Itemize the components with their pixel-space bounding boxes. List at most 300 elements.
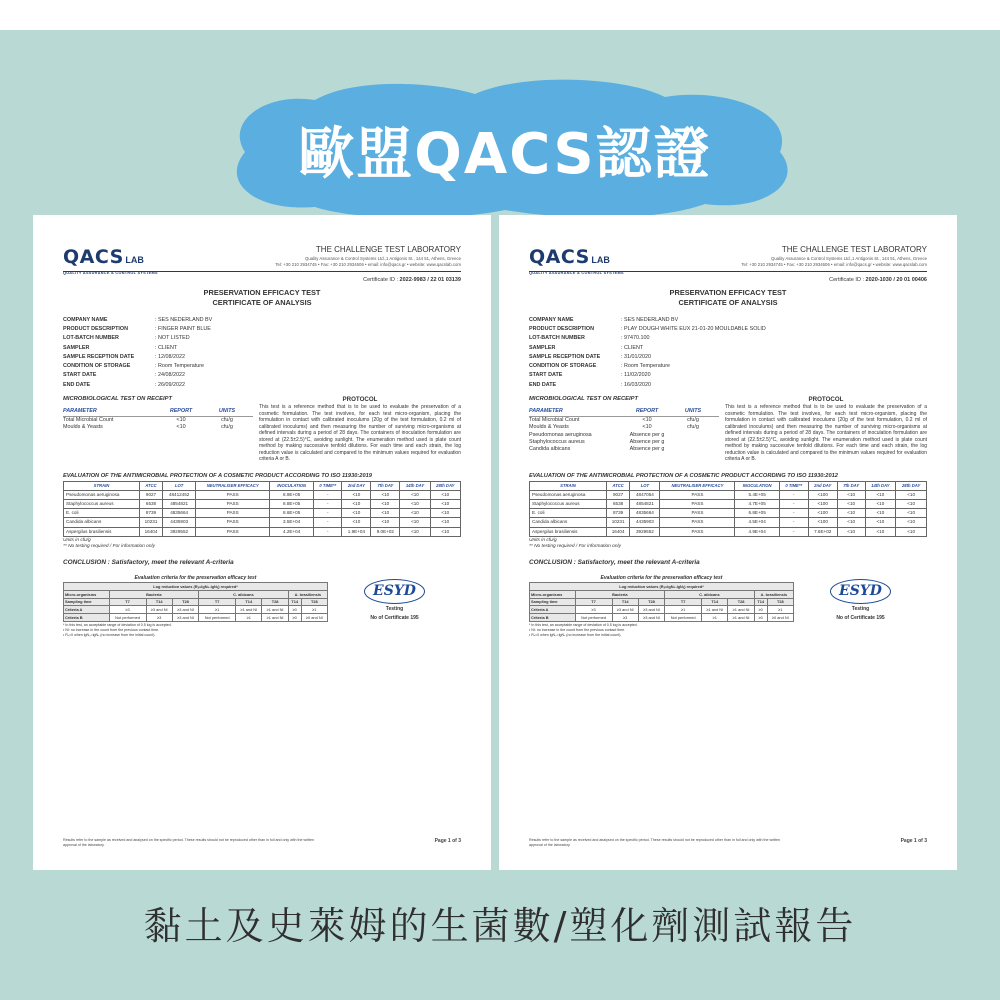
table-cell: 4.5E+04 <box>735 518 780 527</box>
sample-fields <box>63 316 461 390</box>
table-cell: 16404 <box>606 527 629 536</box>
table-row <box>64 490 461 499</box>
table-row <box>530 490 927 499</box>
field-reception <box>63 353 461 362</box>
micro-and-protocol <box>63 396 461 463</box>
field-end <box>63 381 461 390</box>
field-label: LOT-BATCH NUMBER <box>63 335 119 342</box>
criteria-cell: ≥3 and NI <box>638 614 664 622</box>
criteria-notes <box>529 623 794 638</box>
field-label: SAMPLER <box>63 344 90 351</box>
criteria-cell: ≥1 <box>199 606 236 614</box>
param-header-cell: REPORT <box>169 407 193 414</box>
table-cell: Aspergilus brasiliensis <box>64 527 140 536</box>
criteria-row <box>64 606 328 614</box>
field-lot <box>63 334 461 343</box>
criteria-cell: Criteria B <box>64 614 110 622</box>
criteria-cell: ≥3 and NI <box>172 614 198 622</box>
cert-header <box>529 241 927 275</box>
field-start <box>529 371 927 380</box>
field-value: : Room Temperature <box>621 363 671 370</box>
micro-title: MICROBIOLOGICAL TEST ON RECEIPT <box>63 396 173 403</box>
strain-header-cell: 2nd DAY <box>342 481 371 490</box>
param-cell: Pseudomonas aeruginosa <box>529 431 592 438</box>
field-value: : SES NEDERLAND BV <box>621 316 679 323</box>
table-cell: PASS <box>660 490 735 499</box>
criteria-body <box>64 606 328 622</box>
field-value: : CLIENT <box>621 344 644 351</box>
criteria-time-cell: T14 <box>146 598 172 606</box>
table-cell: Aspergilus brasiliensis <box>530 527 607 536</box>
criteria-cell: ≥3 and NI <box>146 606 172 614</box>
table-cell: <10 <box>400 527 430 536</box>
field-label: COMPANY NAME <box>529 316 574 323</box>
criteria-time-cell: T7 <box>199 598 236 606</box>
lab-contact: Tel: +30 210 2934745 • Fax: +30 210 2934606 • email: info@qacs.gr • website: www.qacslab.com <box>275 261 461 267</box>
micro-section <box>529 396 719 463</box>
caption: 黏土及史萊姆的生菌數/塑化劑測試報告 <box>143 904 857 948</box>
param-cell: <10 <box>642 417 652 424</box>
strain-header-cell: 0 TIME** <box>779 481 808 490</box>
table-cell: PASS <box>660 527 735 536</box>
field-end <box>529 381 927 390</box>
criteria-cell: ≥1 and NI <box>728 614 754 622</box>
certificate-id-value: 2020-1030 / 20 01 00406 <box>865 277 927 283</box>
table-cell: <10 <box>342 490 371 499</box>
table-row <box>64 518 461 527</box>
table-cell: 3929552 <box>630 527 660 536</box>
conclusion: CONCLUSION : Satisfactory, meet the relevant A-criteria <box>63 558 234 566</box>
table-cell: <10 <box>837 499 865 508</box>
table-cell: 4.9E+04 <box>735 527 780 536</box>
no-testing-note: ** No testing required / For information only <box>63 544 155 550</box>
table-cell: PASS <box>196 527 270 536</box>
units-note <box>529 538 927 551</box>
esyd-certificate: No of Certificate 195 <box>370 614 419 621</box>
field-label: START DATE <box>63 372 97 379</box>
strain-header-cell: STRAIN <box>530 481 607 490</box>
strain-header-row <box>530 481 927 490</box>
table-cell: - <box>779 509 808 518</box>
logo-tagline: QUALITY ASSURANCE & CONTROL SYSTEMS <box>529 270 624 275</box>
criteria-time-cell: Sampling time <box>530 598 576 606</box>
table-cell: <10 <box>865 527 896 536</box>
param-cell: Absence per g <box>629 431 665 438</box>
table-cell: <10 <box>430 490 460 499</box>
table-cell: E. coli <box>64 509 140 518</box>
table-cell: 9027 <box>139 490 162 499</box>
param-rows <box>529 417 719 453</box>
table-cell: <10 <box>430 527 460 536</box>
table-cell: <10 <box>371 509 400 518</box>
table-cell: <100 <box>808 490 837 499</box>
table-cell: Staphylococcus aureus <box>530 499 607 508</box>
strain-header-cell: ATCC <box>139 481 162 490</box>
param-cell: Absence per g <box>629 446 665 453</box>
table-cell: <10 <box>400 490 430 499</box>
table-cell: 3929552 <box>163 527 196 536</box>
table-cell: <10 <box>400 518 430 527</box>
strain-body <box>530 490 927 536</box>
table-cell: - <box>779 490 808 499</box>
table-cell: <10 <box>896 490 927 499</box>
field-product <box>529 325 927 334</box>
criteria-cell: Not performed <box>665 614 702 622</box>
criteria-block <box>63 575 328 637</box>
field-label: LOT-BATCH NUMBER <box>529 335 585 342</box>
logo-lab: LAB <box>125 255 144 265</box>
table-cell: 8.9E+05 <box>270 490 314 499</box>
table-cell: 10231 <box>606 518 629 527</box>
evaluation-title: EVALUATION OF THE ANTIMICROBIAL PROTECTION OF A COSMETIC PRODUCT ACCORDING TO ISO 11930:2012 <box>529 472 838 479</box>
criteria-cell: ≥1 <box>702 614 728 622</box>
strain-header-cell: ATCC <box>606 481 629 490</box>
criteria-time-cell: T28 <box>172 598 198 606</box>
page-number: Page 1 of 3 <box>434 838 461 845</box>
criteria-note: • Rₓ=0 when lgN₀=lgNₓ (no increase from the initial count). <box>529 632 622 637</box>
lab-name: THE CHALLENGE TEST LABORATORY <box>781 245 927 254</box>
strain-header-cell: 14th DAY <box>400 481 430 490</box>
param-header-cell: REPORT <box>635 407 659 414</box>
strain-header-cell: 14th DAY <box>865 481 896 490</box>
table-cell: Candida albicans <box>64 518 140 527</box>
field-company <box>63 316 461 325</box>
criteria-title: Evaluation criteria for the preservation efficacy test <box>600 575 723 582</box>
table-cell: 4847054 <box>630 490 660 499</box>
param-row <box>529 424 719 431</box>
criteria-note: • NI: no increase in the count from the previous contact time. <box>529 627 626 632</box>
table-cell: <10 <box>371 490 400 499</box>
lab-address: Quality Assurance & Control Systems Ltd.,1 Antigonis St., 144 51, Athens, Greece <box>771 256 927 261</box>
param-header-cell: PARAMETER <box>529 407 563 414</box>
footer-disclaimer: Results refer to the sample as received and analysed on the specific period. These results should not be reproduced other than in full and only with the written approval of the laboratory. <box>63 838 315 848</box>
micro-title: MICROBIOLOGICAL TEST ON RECEIPT <box>529 396 639 403</box>
criteria-times-row <box>64 598 328 606</box>
lab-address-block <box>627 256 927 268</box>
esyd-block <box>328 575 461 637</box>
field-storage <box>63 362 461 371</box>
protocol-text: This test is a reference method that is to be used to evaluate the preservation of a cosmetic formulation. The test involves, for each test micro-organism, placing the formulation in contact with calibrated inoculums (20g of the test formulation, 0.2 ml of calibrated inoculums) and then measuring the number of surviving micro-organisms at defined intervals during a period of 28 days. The containers of inoculation formulation are stored at (22.5±2.5)°C, avoiding sunlight. The enumeration method used is plate count method by making successive tenfold dilutions. For each time and each strain, the log reduction value is calculated and compared to the minimum values required for evaluation criteria A or B. <box>259 404 461 463</box>
conclusion: CONCLUSION : Satisfactory, meet the relevant A-criteria <box>529 558 700 566</box>
criteria-time-cell: T28 <box>767 598 793 606</box>
criteria-cell: ≥3 and NI <box>172 606 198 614</box>
criteria-group: Bacteria <box>109 590 199 598</box>
strain-header-cell: 28th DAY <box>430 481 460 490</box>
criteria-time-cell: T28 <box>262 598 288 606</box>
table-cell: - <box>779 518 808 527</box>
table-cell: - <box>314 490 342 499</box>
table-row <box>530 518 927 527</box>
param-row <box>529 446 719 453</box>
strain-header-cell: 7th DAY <box>837 481 865 490</box>
criteria-group: Micro-organisms <box>530 590 576 598</box>
criteria-cell: ≥1 and NI <box>702 606 728 614</box>
field-value: : 12/08/2022 <box>155 353 185 360</box>
table-cell: 6538 <box>606 499 629 508</box>
param-cell <box>673 432 713 439</box>
table-row <box>64 499 461 508</box>
criteria-time-cell: T7 <box>109 598 146 606</box>
param-header-cell: UNITS <box>218 407 236 414</box>
certificate-id-value: 2022-9983 / 22 01 03139 <box>399 277 461 283</box>
criteria-note: • NI: no increase in the count from the previous contact time. <box>63 627 160 632</box>
param-cell: <10 <box>176 424 186 431</box>
field-product <box>63 325 461 334</box>
param-cell: Total Microbial Count <box>63 417 114 424</box>
param-row <box>63 417 253 424</box>
field-value: : FINGER PAINT BLUE <box>155 325 211 332</box>
table-cell: <10 <box>865 490 896 499</box>
strain-header-cell: LOT <box>630 481 660 490</box>
param-rows <box>63 417 253 432</box>
criteria-time-cell: T14 <box>288 598 301 606</box>
criteria-cell: ≥3 <box>575 606 612 614</box>
field-label: COMPANY NAME <box>63 316 108 323</box>
criteria-sub: Log reduction values (Rₓ=lgN₀-lgNₓ) required* <box>530 583 794 591</box>
table-cell: - <box>779 499 808 508</box>
criteria-row <box>64 614 328 622</box>
qacs-logo <box>529 245 624 276</box>
criteria-time-cell: T28 <box>301 598 327 606</box>
strain-header-cell: NEUTRALISER EFFICACY <box>660 481 735 490</box>
field-label: SAMPLER <box>529 344 556 351</box>
strain-header-cell: 7th DAY <box>371 481 400 490</box>
protocol-section <box>253 396 461 463</box>
criteria-sub-row <box>530 583 794 591</box>
table-cell: <10 <box>896 518 927 527</box>
table-row <box>530 509 927 518</box>
table-cell: 4435903 <box>630 518 660 527</box>
doc-title-line2: CERTIFICATE OF ANALYSIS <box>678 298 778 308</box>
param-cell: Candida albicans <box>529 446 571 453</box>
criteria-cell: ≥1 and NI <box>262 614 288 622</box>
criteria-time-cell: T14 <box>236 598 262 606</box>
table-cell: <10 <box>896 527 927 536</box>
criteria-group: C. albicans <box>199 590 289 598</box>
field-value: : CLIENT <box>155 344 178 351</box>
criteria-time-cell: T14 <box>612 598 638 606</box>
field-sampler <box>63 344 461 353</box>
field-reception <box>529 353 927 362</box>
criteria-cell: Criteria B <box>530 614 576 622</box>
table-cell: 48412452 <box>163 490 196 499</box>
criteria-cell: ≥0 and NI <box>301 614 327 622</box>
logo-text: QACS <box>529 246 590 268</box>
criteria-title: Evaluation criteria for the preservation efficacy test <box>134 575 257 582</box>
table-cell: <10 <box>400 499 430 508</box>
table-cell: <10 <box>865 499 896 508</box>
table-cell: <10 <box>430 518 460 527</box>
field-label: SAMPLE RECEPTION DATE <box>63 353 135 360</box>
esyd-certificate: No of Certificate 195 <box>836 614 885 621</box>
criteria-cell: Criteria A <box>64 606 110 614</box>
param-cell: cfu/g <box>687 424 699 431</box>
criteria-block <box>529 575 794 637</box>
cert-footer <box>529 838 927 848</box>
criteria-time-cell: T28 <box>728 598 754 606</box>
table-cell: 3.5E+04 <box>270 518 314 527</box>
criteria-cell: Not performed <box>199 614 236 622</box>
criteria-note: * In this test, an acceptable range of deviation of 0.5 log is accepted. <box>529 622 638 627</box>
evaluation-title: EVALUATION OF THE ANTIMICROBIAL PROTECTION OF A COSMETIC PRODUCT ACCORDING TO ISO 11930:2019 <box>63 472 372 479</box>
banner-title: 歐盟QACS認證 <box>298 122 712 187</box>
field-label: CONDITION OF STORAGE <box>63 363 131 370</box>
doc-title <box>529 288 927 307</box>
field-value: : 16/03/2020 <box>621 381 651 388</box>
table-cell: 4435903 <box>163 518 196 527</box>
table-cell: 10231 <box>139 518 162 527</box>
table-cell: <100 <box>808 509 837 518</box>
param-cell: Total Microbial Count <box>529 417 580 424</box>
table-row <box>530 499 927 508</box>
param-row <box>529 432 719 439</box>
cert-footer <box>63 838 461 848</box>
certificate-id <box>529 277 927 284</box>
criteria-note: * In this test, an acceptable range of deviation of 0.5 log is accepted. <box>63 622 172 627</box>
strain-header-cell: INOCULATION <box>270 481 314 490</box>
field-label: CONDITION OF STORAGE <box>529 363 597 370</box>
table-cell: 4835664 <box>630 509 660 518</box>
criteria-cell: ≥1 <box>665 606 702 614</box>
units-note <box>63 538 461 551</box>
param-row <box>529 439 719 446</box>
table-cell: 16404 <box>139 527 162 536</box>
criteria-cell: ≥1 and NI <box>728 606 754 614</box>
table-cell: PASS <box>196 518 270 527</box>
table-cell: <10 <box>865 518 896 527</box>
param-cell: cfu/g <box>687 417 699 424</box>
table-cell: PASS <box>196 499 270 508</box>
table-row <box>530 527 927 536</box>
table-cell: <100 <box>808 518 837 527</box>
field-label: START DATE <box>529 372 563 379</box>
criteria-group: A. brasiliensis <box>754 590 793 598</box>
table-cell: <10 <box>896 509 927 518</box>
criteria-row <box>530 614 794 622</box>
strain-header-cell: NEUTRALISER EFFICACY <box>196 481 270 490</box>
table-cell: 4.2E+04 <box>270 527 314 536</box>
criteria-cell: ≥3 <box>109 606 146 614</box>
criteria-time-cell: T14 <box>754 598 767 606</box>
table-cell: E. coli <box>530 509 607 518</box>
protocol-title: PROTOCOL <box>342 396 378 404</box>
criteria-table <box>529 582 794 622</box>
criteria-group-row <box>530 590 794 598</box>
esyd-logo-icon: ESYD <box>364 579 425 604</box>
table-cell: PASS <box>660 518 735 527</box>
table-cell: PASS <box>196 490 270 499</box>
field-value: : 97470.100 <box>621 335 650 342</box>
table-cell: <10 <box>430 509 460 518</box>
criteria-sub-row <box>64 583 328 591</box>
criteria-row <box>530 606 794 614</box>
param-cell: Moulds & Yeasts <box>63 424 103 431</box>
strain-header-cell: 2nd DAY <box>808 481 837 490</box>
table-cell: <10 <box>342 518 371 527</box>
param-row <box>529 417 719 424</box>
param-cell: Staphylococcus aureus <box>529 439 585 446</box>
criteria-time-cell: T28 <box>638 598 664 606</box>
field-value: : 24/08/2022 <box>155 372 185 379</box>
table-cell: 1.9E+04 <box>342 527 371 536</box>
page-number: Page 1 of 3 <box>900 838 927 845</box>
table-cell: - <box>314 509 342 518</box>
logo-text: QACS <box>63 246 124 268</box>
qacs-logo <box>63 245 158 276</box>
criteria-section <box>529 575 927 637</box>
doc-title <box>63 288 461 307</box>
table-cell: 8.8E+05 <box>270 499 314 508</box>
certificate-right <box>499 215 957 870</box>
cert-header <box>63 241 461 275</box>
param-cell: Absence per g <box>629 439 665 446</box>
criteria-times-row <box>530 598 794 606</box>
strain-header-cell: 28th DAY <box>896 481 927 490</box>
param-header <box>529 408 719 417</box>
table-cell: 6538 <box>139 499 162 508</box>
criteria-cell: Not performed <box>109 614 146 622</box>
table-cell: Staphylococcus aureus <box>64 499 140 508</box>
criteria-cell: ≥0 <box>754 614 767 622</box>
table-cell: <10 <box>837 527 865 536</box>
param-cell: cfu/g <box>221 424 233 431</box>
criteria-group: C. albicans <box>665 590 755 598</box>
param-cell: <10 <box>642 424 652 431</box>
table-cell: 4854821 <box>163 499 196 508</box>
strain-table <box>63 481 461 537</box>
param-cell: Moulds & Yeasts <box>529 424 569 431</box>
criteria-cell: ≥1 <box>236 614 262 622</box>
criteria-cell: ≥0 <box>754 606 767 614</box>
field-value: : 11/02/2020 <box>621 372 651 379</box>
criteria-notes <box>63 623 328 638</box>
criteria-cell: ≥1 and NI <box>262 606 288 614</box>
table-cell: <10 <box>342 509 371 518</box>
no-testing-note: ** No testing required / For information only <box>529 544 621 550</box>
table-cell: 9.0E+02 <box>371 527 400 536</box>
table-cell: Pseudomonas aeruginosa <box>530 490 607 499</box>
logo-lab: LAB <box>591 255 610 265</box>
table-cell: PASS <box>660 509 735 518</box>
table-cell: 8739 <box>139 509 162 518</box>
table-cell: <10 <box>865 509 896 518</box>
param-cell: cfu/g <box>221 417 233 424</box>
table-cell: <10 <box>400 509 430 518</box>
table-cell: 5.4E+05 <box>735 490 780 499</box>
table-cell: <100 <box>808 499 837 508</box>
param-header-cell: PARAMETER <box>63 407 97 414</box>
top-band <box>0 0 1000 30</box>
table-cell: 4.7E+05 <box>735 499 780 508</box>
table-cell: <10 <box>430 499 460 508</box>
field-lot <box>529 334 927 343</box>
table-cell: <10 <box>837 490 865 499</box>
criteria-group-row <box>64 590 328 598</box>
table-cell: - <box>314 499 342 508</box>
table-cell: 4854821 <box>630 499 660 508</box>
criteria-cell: ≥3 <box>612 614 638 622</box>
param-cell: <10 <box>176 417 186 424</box>
strain-header-cell: INOCULATION <box>735 481 780 490</box>
lab-contact: Tel: +30 210 2934745 • Fax: +30 210 2934606 • email: info@qacs.gr • website: www.qacslab.com <box>741 261 927 267</box>
protocol-text: This test is a reference method that is to be used to evaluate the preservation of a cosmetic formulation. The test involves, for each test micro-organism, placing the formulation in contact with calibrated inoculums (20g of the test formulation, 0.2 ml of calibrated inoculums) and then measuring the number of surviving micro-organisms at defined intervals during a period of 28 days. The containers of inoculation formulation are stored at (22.5±2.5)°C, avoiding sunlight. The enumeration method used is plate count method by making successive tenfold dilutions. For each time and each strain, the log reduction value is calculated and compared to the minimum values required for evaluation criteria A or B. <box>725 404 927 463</box>
protocol-section <box>719 396 927 463</box>
param-header-cell: UNITS <box>684 407 702 414</box>
table-cell: Pseudomonas aeruginosa <box>64 490 140 499</box>
strain-body <box>64 490 461 536</box>
protocol-title: PROTOCOL <box>808 396 844 404</box>
criteria-cell: ≥1 <box>301 606 327 614</box>
